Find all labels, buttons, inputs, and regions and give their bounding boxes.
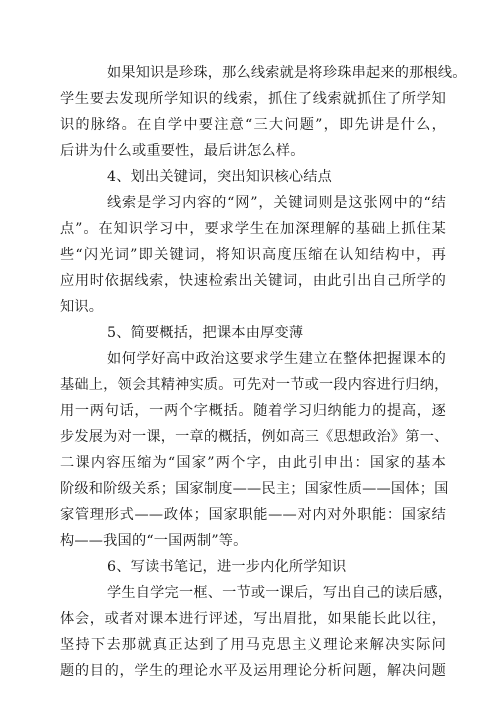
paragraph-line: 如果知识是珍珠，那么线索就是将珍珠串起来的那根线。 <box>107 65 467 81</box>
paragraph-line: 识的脉络。在自学中要注意“三大问题”，即先讲是什么， <box>60 117 446 133</box>
paragraph-line: 用一两句话，一两个字概括。随着学习归纳能力的提高，逐 <box>60 403 446 419</box>
section-heading: 6、写读书笔记，进一步内化所学知识 <box>107 559 347 575</box>
paragraph-line: 知识。 <box>60 299 104 315</box>
paragraph-line: 体会，或者对课本进行评述，写出眉批，如果能长此以往， <box>60 611 446 627</box>
paragraph-line: 基础上，领会其精神实质。可先对一节或一段内容进行归纳， <box>60 377 449 393</box>
paragraph-line: 后讲为什么或重要性，最后讲怎么样。 <box>60 143 305 159</box>
paragraph-line: 题的目的，学生的理论水平及运用理论分析问题，解决问题 <box>60 663 446 679</box>
paragraph-line: 如何学好高中政治这要求学生建立在整体把握课本的 <box>107 351 446 367</box>
paragraph-line: 线索是学习内容的“网”，关键词则是这张网中的“结 <box>107 195 446 211</box>
paragraph-line: 阶级和阶级关系；国家制度——民主；国家性质——国体；国 <box>60 481 449 497</box>
paragraph-line: 些“闪光词”即关键词，将知识高度压缩在认知结构中，再 <box>60 247 446 263</box>
paragraph-line: 应用时依据线索，快速检索出关键词，由此引出自己所学的 <box>60 273 446 289</box>
paragraph-line: 学生要去发现所学知识的线索，抓住了线索就抓住了所学知 <box>60 91 446 107</box>
paragraph-line: 步发展为对一课，一章的概括，例如高三《思想政治》第一、 <box>60 429 449 445</box>
paragraph-line: 家管理形式——政体；国家职能——对内对外职能：国家结 <box>60 507 446 523</box>
section-heading: 4、划出关键词，突出知识核心结点 <box>107 169 333 185</box>
paragraph-line: 构——我国的“一国两制”等。 <box>60 533 248 549</box>
section-heading: 5、简要概括，把课本由厚变薄 <box>107 325 304 341</box>
paragraph-line: 坚持下去那就真正达到了用马克思主义理论来解决实际问 <box>60 637 446 653</box>
paragraph-line: 二课内容压缩为“国家”两个字，由此引申出：国家的基本 <box>60 455 446 471</box>
paragraph-line: 学生自学完一框、一节或一课后，写出自己的读后感， <box>107 585 453 601</box>
paragraph-line: 点”。在知识学习中，要求学生在加深理解的基础上抓住某 <box>60 221 446 237</box>
